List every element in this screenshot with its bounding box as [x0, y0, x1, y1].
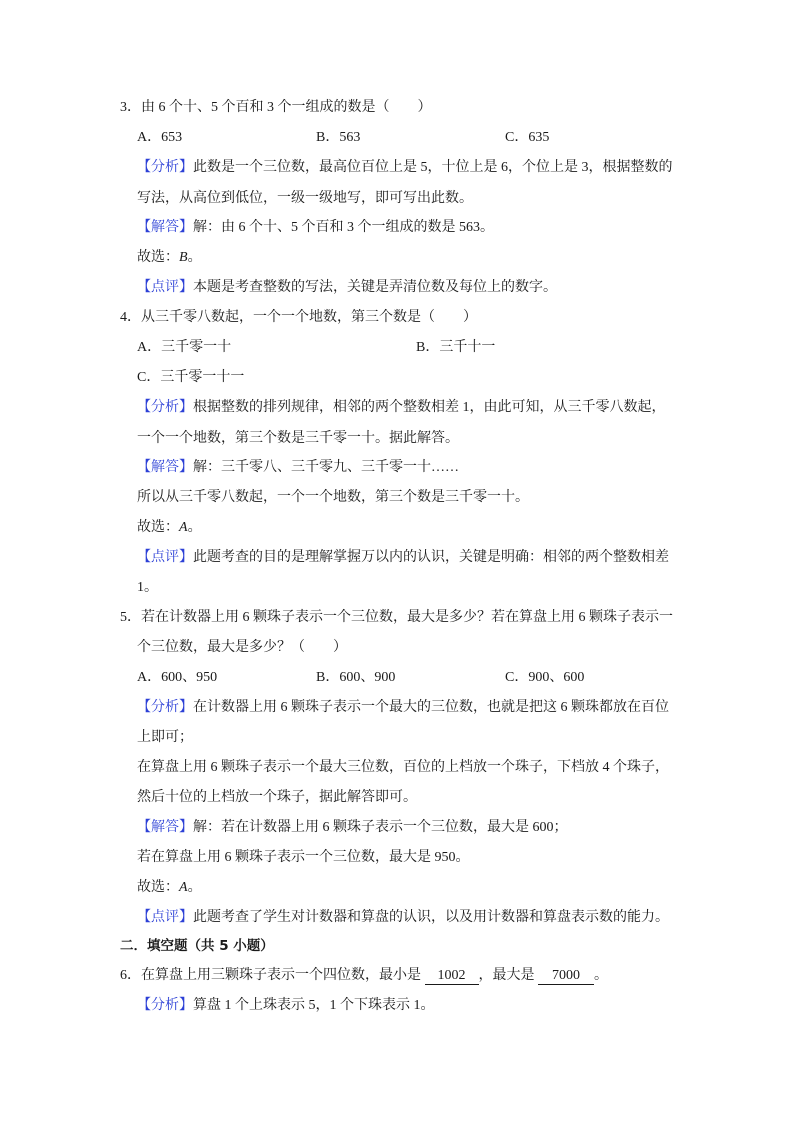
comment-tag: 【点评】: [137, 910, 193, 925]
question-3-option-a: A．653: [137, 130, 183, 145]
analysis-tag: 【分析】: [137, 998, 193, 1013]
analysis-text: 在计数器上用 6 颗珠子表示一个最大的三位数，也就是把这 6 颗珠都放在百位: [193, 700, 669, 715]
question-3-comment: [137, 279, 557, 297]
question-number: 3．: [120, 100, 141, 115]
question-text-middle: ，最大是: [478, 968, 535, 983]
answer-text: 解：若在计数器上用 6 颗珠子表示一个三位数，最大是 600；: [193, 820, 568, 835]
question-5-answer: [137, 819, 568, 837]
question-5-analysis-line2: 上即可；: [137, 730, 193, 745]
choice-prefix: 故选：: [137, 880, 179, 895]
analysis-tag: 【分析】: [137, 160, 193, 175]
section-heading: 二．填空题（共 5 小题）: [120, 938, 274, 954]
question-4-option-c: C．三千零一十一: [137, 370, 245, 385]
answer-tag: 【解答】: [137, 460, 193, 475]
question-3-answer: [137, 219, 494, 237]
question-text-after: 。: [594, 968, 608, 983]
question-5-analysis-line4: 然后十位的上档放一个珠子，据此解答即可。: [137, 790, 417, 805]
analysis-tag: 【分析】: [137, 400, 193, 415]
question-5-option-c: C．900、600: [505, 670, 585, 685]
analysis-text: 根据整数的排列规律，相邻的两个整数相差 1，由此可知，从三千零八数起，: [193, 400, 666, 415]
comment-text: 本题是考查整数的写法，关键是弄清位数及每位上的数字。: [193, 280, 557, 295]
choice-letter: A: [179, 520, 188, 535]
choice-prefix: 故选：: [137, 520, 179, 535]
question-4-option-a: A．三千零一十: [137, 340, 232, 355]
question-5-comment: [137, 909, 669, 927]
question-6-stem: [120, 967, 608, 985]
question-4-comment-line2: 1。: [137, 580, 158, 595]
question-3-analysis: [137, 159, 673, 177]
question-5-stem: [120, 609, 673, 627]
question-4-comment: [137, 549, 669, 567]
question-3-analysis-line2: 写法，从高位到低位，一级一级地写，即可写出此数。: [137, 191, 473, 206]
question-5-option-a: A．600、950: [137, 670, 218, 685]
analysis-text: 此数是一个三位数，最高位百位上是 5，十位上是 6，个位上是 3，根据整数的: [193, 160, 673, 175]
analysis-text: 算盘 1 个上珠表示 5，1 个下珠表示 1。: [193, 998, 435, 1013]
answer-text: 解：由 6 个十、5 个百和 3 个一组成的数是 563。: [193, 220, 494, 235]
choice-letter: A: [179, 880, 188, 895]
answer-tag: 【解答】: [137, 820, 193, 835]
question-4-stem: [120, 309, 477, 327]
analysis-tag: 【分析】: [137, 700, 193, 715]
question-6-analysis: [137, 997, 435, 1015]
comment-tag: 【点评】: [137, 550, 193, 565]
question-3-choice: [137, 249, 202, 267]
question-4-analysis-line2: 一个一个地数，第三个数是三千零一十。据此解答。: [137, 431, 459, 446]
answer-text: 解：三千零八、三千零九、三千零一十……: [193, 460, 459, 475]
question-4-choice: [137, 519, 202, 537]
question-4-answer-line2: 所以从三千零八数起，一个一个地数，第三个数是三千零一十。: [137, 490, 529, 505]
comment-text: 此题考查的目的是理解掌握万以内的认识，关键是明确：相邻的两个整数相差: [193, 550, 669, 565]
question-4-answer: [137, 459, 459, 477]
question-number: 4．: [120, 310, 141, 325]
question-5-analysis-line3: 在算盘上用 6 颗珠子表示一个最大三位数，百位的上档放一个珠子，下档放 4 个珠子，: [137, 760, 669, 775]
fill-blank-max: 7000: [538, 968, 594, 985]
fill-blank-min: 1002: [425, 968, 479, 985]
question-5-option-b: B．600、900: [316, 670, 396, 685]
question-number: 6．: [120, 968, 141, 983]
question-text: 若在计数器上用 6 颗珠子表示一个三位数，最大是多少？若在算盘上用 6 颗珠子表示一: [141, 610, 673, 625]
choice-letter: B: [179, 250, 188, 265]
question-4-option-b: B．三千十一: [416, 340, 496, 355]
choice-suffix: 。: [187, 880, 202, 895]
comment-tag: 【点评】: [137, 280, 193, 295]
question-5-answer-line2: 若在算盘上用 6 颗珠子表示一个三位数，最大是 950。: [137, 850, 470, 865]
question-3-option-c: C．635: [505, 130, 550, 145]
choice-suffix: 。: [187, 250, 202, 265]
question-text: 由 6 个十、5 个百和 3 个一组成的数是（ ）: [141, 100, 432, 115]
answer-tag: 【解答】: [137, 220, 193, 235]
question-4-analysis: [137, 399, 666, 417]
question-5-choice: [137, 879, 202, 897]
question-5-analysis: [137, 699, 669, 717]
comment-text: 此题考查了学生对计数器和算盘的认识，以及用计数器和算盘表示数的能力。: [193, 910, 669, 925]
question-number: 5．: [120, 610, 141, 625]
choice-suffix: 。: [187, 520, 202, 535]
choice-prefix: 故选：: [137, 250, 179, 265]
question-3-option-b: B．563: [316, 130, 361, 145]
question-5-stem-line2: 个三位数，最大是多少？（ ）: [137, 640, 347, 655]
question-text: 从三千零八数起，一个一个地数，第三个数是（ ）: [141, 310, 477, 325]
question-text-before: 在算盘上用三颗珠子表示一个四位数，最小是: [141, 968, 421, 983]
question-3-stem: [120, 99, 432, 117]
